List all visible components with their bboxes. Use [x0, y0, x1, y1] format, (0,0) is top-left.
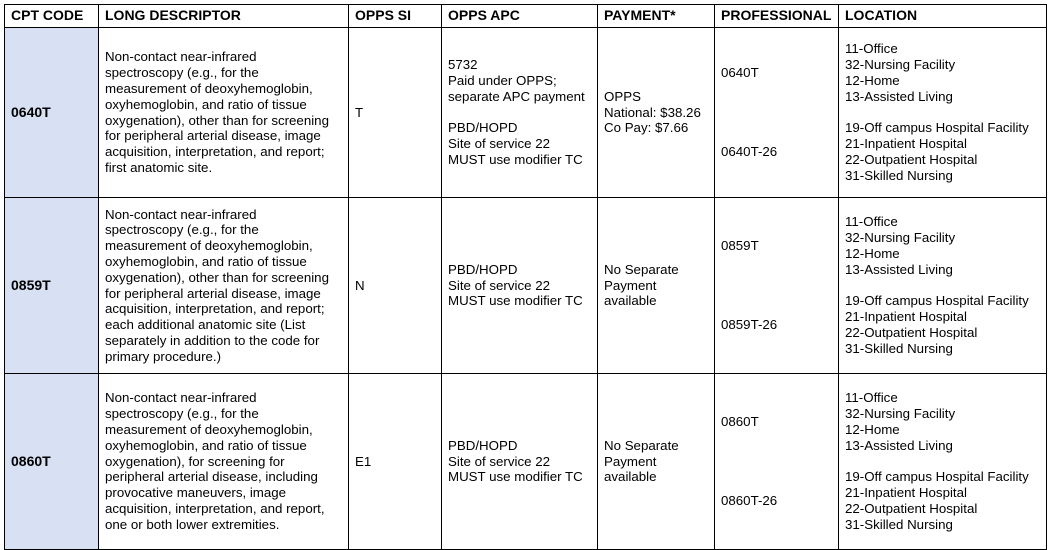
cpt-code-cell: 0640T — [5, 28, 99, 198]
header-long-descriptor: LONG DESCRIPTOR — [99, 5, 349, 28]
location-line: 31-Skilled Nursing — [845, 516, 953, 532]
descriptor-line: oxyhemoglobin, and ratio of tissue — [105, 96, 307, 112]
professional-code: 0640T — [721, 65, 759, 81]
descriptor-line: primary procedure.) — [105, 348, 222, 364]
opps-si-cell: T — [349, 28, 442, 198]
professional-code: 0860T-26 — [721, 493, 778, 509]
header-row — [5, 5, 1047, 28]
apc-line: separate APC payment — [448, 88, 585, 104]
descriptor-line: first anatomic site. — [105, 159, 213, 175]
descriptor-line: separately in addition to the code for — [105, 332, 320, 348]
payment-cell — [598, 198, 715, 374]
location-line: 13-Assisted Living — [845, 88, 953, 104]
professional-cell — [715, 28, 839, 198]
location-line: 19-Off campus Hospital Facility — [845, 469, 1029, 485]
header-opps-si: OPPS SI — [349, 5, 442, 28]
descriptor-line: oxyhemoglobin, and ratio of tissue — [105, 437, 307, 453]
payment-line: available — [604, 469, 657, 485]
cpt-table — [4, 4, 1047, 550]
apc-line: MUST use modifier TC — [448, 293, 583, 309]
descriptor-line: for peripheral arterial disease, image — [105, 128, 321, 144]
location-line: 12-Home — [845, 422, 900, 437]
descriptor-line: acquisition, interpretation, and report; — [105, 301, 325, 317]
table-row — [5, 28, 1047, 198]
apc-line: Site of service 22 — [448, 277, 550, 293]
professional-cell — [715, 374, 839, 550]
descriptor-line: each additional anatomic site (List — [105, 317, 306, 333]
descriptor-line: acquisition, interpretation, and report; — [105, 144, 325, 160]
table-row — [5, 198, 1047, 374]
location-line: 32-Nursing Facility — [845, 57, 956, 73]
header-professional: PROFESSIONAL — [715, 5, 839, 28]
descriptor-line: spectroscopy (e.g., for the — [105, 406, 259, 422]
location-line: 21-Inpatient Hospital — [845, 309, 967, 325]
professional-code: 0859T — [721, 238, 759, 254]
header-cpt-code: CPT CODE — [5, 5, 99, 28]
opps-si-cell: N — [349, 198, 442, 374]
location-line: 22-Outpatient Hospital — [845, 500, 978, 516]
location-cell — [839, 28, 1047, 198]
apc-line: PBD/HOPD — [448, 120, 518, 136]
location-line: 22-Outpatient Hospital — [845, 324, 978, 340]
location-line: 11-Office — [845, 41, 898, 57]
descriptor-line: oxygenation), other than for screening — [105, 269, 329, 285]
descriptor-line: peripheral arterial disease, including — [105, 469, 318, 485]
descriptor-line: measurement of deoxyhemoglobin, — [105, 238, 313, 254]
table-row — [5, 374, 1047, 550]
payment-line: OPPS — [604, 88, 641, 104]
apc-line: 5732 — [448, 57, 478, 73]
opps-apc-cell — [442, 28, 598, 198]
location-line: 11-Office — [845, 390, 898, 406]
location-line: 22-Outpatient Hospital — [845, 151, 978, 167]
location-line: 19-Off campus Hospital Facility — [845, 293, 1029, 309]
location-line: 19-Off campus Hospital Facility — [845, 120, 1029, 136]
payment-line: Co Pay: $7.66 — [604, 120, 689, 136]
header-location: LOCATION — [839, 5, 1047, 28]
location-cell — [839, 198, 1047, 374]
location-line: 21-Inpatient Hospital — [845, 136, 967, 152]
location-line: 31-Skilled Nursing — [845, 167, 953, 183]
descriptor-line: Non-contact near-infrared — [105, 390, 257, 406]
professional-code: 0860T — [721, 414, 759, 430]
opps-si-cell: E1 — [349, 374, 442, 550]
professional-code: 0640T-26 — [721, 144, 778, 160]
payment-line: available — [604, 293, 657, 309]
payment-cell — [598, 28, 715, 198]
payment-line: Payment — [604, 453, 657, 469]
opps-apc-cell — [442, 374, 598, 550]
apc-line: Paid under OPPS; — [448, 73, 557, 88]
payment-line: No Separate — [604, 437, 679, 453]
professional-code: 0859T-26 — [721, 317, 778, 333]
professional-cell — [715, 198, 839, 374]
location-line: 32-Nursing Facility — [845, 230, 956, 246]
location-line: 31-Skilled Nursing — [845, 340, 953, 356]
payment-line: National: $38.26 — [604, 104, 701, 120]
location-line: 13-Assisted Living — [845, 261, 953, 277]
descriptor-line: measurement of deoxyhemoglobin, — [105, 422, 313, 437]
descriptor-line: provocative maneuvers, image — [105, 485, 287, 501]
descriptor-line: spectroscopy (e.g., for the — [105, 65, 259, 81]
cpt-code-cell: 0859T — [5, 198, 99, 374]
location-line: 13-Assisted Living — [845, 437, 953, 453]
apc-line: Site of service 22 — [448, 136, 550, 152]
location-line: 11-Office — [845, 214, 898, 230]
opps-apc-cell — [442, 198, 598, 374]
descriptor-line: for peripheral arterial disease, image — [105, 285, 321, 301]
payment-cell — [598, 374, 715, 550]
payment-line: No Separate — [604, 261, 679, 277]
location-line: 12-Home — [845, 73, 900, 88]
apc-line: MUST use modifier TC — [448, 469, 583, 485]
apc-line: Site of service 22 — [448, 453, 550, 469]
location-line: 12-Home — [845, 246, 900, 261]
payment-line: Payment — [604, 277, 657, 293]
apc-line: PBD/HOPD — [448, 437, 518, 453]
header-opps-apc: OPPS APC — [442, 5, 598, 28]
descriptor-cell — [99, 198, 349, 374]
location-line: 32-Nursing Facility — [845, 406, 956, 422]
descriptor-line: one or both lower extremities. — [105, 516, 280, 532]
descriptor-cell — [99, 28, 349, 198]
header-payment: PAYMENT* — [598, 5, 715, 28]
descriptor-line: oxygenation), other than for screening — [105, 112, 329, 128]
descriptor-line: oxyhemoglobin, and ratio of tissue — [105, 253, 307, 269]
apc-line: MUST use modifier TC — [448, 151, 583, 167]
descriptor-line: Non-contact near-infrared — [105, 206, 257, 222]
apc-line: PBD/HOPD — [448, 261, 518, 277]
descriptor-line: spectroscopy (e.g., for the — [105, 222, 259, 238]
descriptor-line: Non-contact near-infrared — [105, 49, 257, 65]
descriptor-cell — [99, 374, 349, 550]
descriptor-line: oxygenation), for screening for — [105, 453, 285, 469]
descriptor-line: acquisition, interpretation, and report, — [105, 500, 325, 516]
location-line: 21-Inpatient Hospital — [845, 485, 967, 501]
location-cell — [839, 374, 1047, 550]
cpt-code-cell: 0860T — [5, 374, 99, 550]
descriptor-line: measurement of deoxyhemoglobin, — [105, 80, 313, 96]
